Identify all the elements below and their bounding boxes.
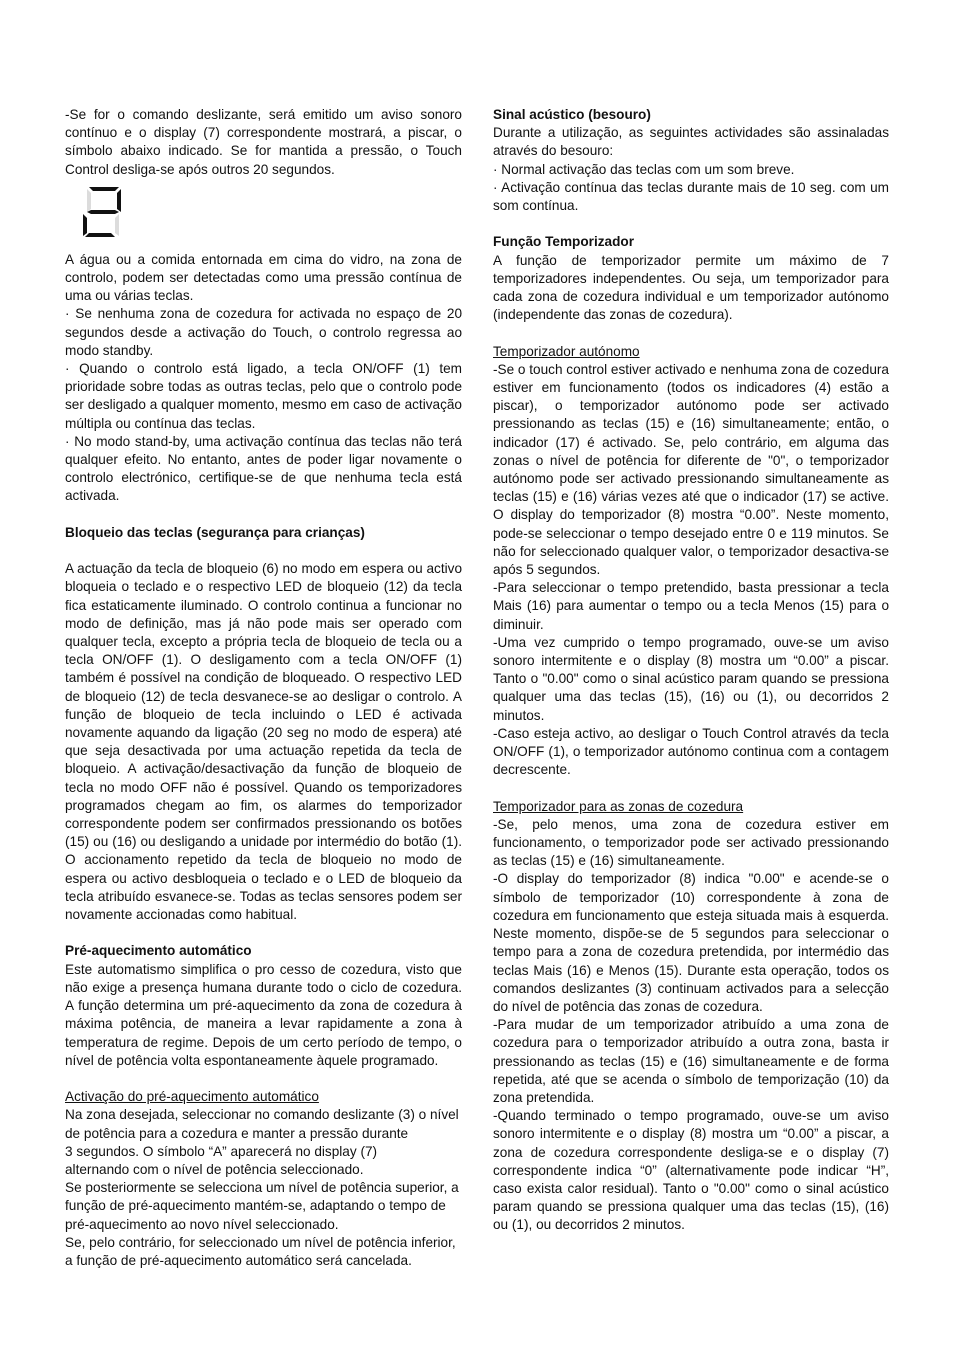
heading-buzzer: Sinal acústico (besouro) [493,107,651,122]
bullet-buzzer-short: · Normal activação das teclas com um som breve. [493,161,795,177]
right-column [493,106,889,1235]
paragraph-zone-4: -Quando terminado o tempo programado, ouve-se um aviso sonoro intermitente e o display (8) mostra um “0.00” a piscar, a zona de cozedura correspondente desliga-se e o display (7) correspondente indica “0” (alternativamente pode indicar “H”, caso exista calor residual). Tanto o "0.00" como o sinal acústico param quando se pressiona qualquer uma das teclas (15), (16) ou (1), ou decorridos 2 minutos. [493,1108,889,1233]
paragraph-spill-detection: A água ou a comida entornada em cima do vidro, na zona de controlo, podem ser detectadas como uma pressão contínua de uma ou várias teclas. [65,251,462,304]
preheat-line-9: a função de pré-aquecimento automático será cancelada. [65,1252,412,1268]
preheat-line-6: função de pré-aquecimento mantém-se, adaptando o tempo de [65,1198,446,1214]
paragraph-key-lock: A actuação da tecla de bloqueio (6) no modo em espera ou activo bloqueia o teclado e o respectivo LED de bloqueio (12) da tecla fica estaticamente iluminado. O controlo continua a funcionar no modo de definição, mas já não pode mais ser operado com qualquer tecla, excepto a própria tecla de bloqueio de tecla ou a tecla ON/OFF (1). O desligamento com a tecla ON/OFF (1) também é possível na condição de bloqueado. O respectivo LED de bloqueio (12) de tecla desvanece-se ao desligar o controlo. A função de bloqueio de tecla incluindo o LED é activada novamente aquando da ligação (20 seg no modo de espera) até que seja desactivada por uma actuação repetida da tecla de bloqueio. A activação/desactivação da função de bloqueio de tecla no modo OFF não é possível. Quando os temporizadores programados chegam ao fim, os alarmes do temporizador correspondente podem ser confirmados pressionando os botões (15) ou (16) ou desligando a unidade por intermédio do botão (1). O accionamento repetido da tecla de bloqueio no modo de espera ou activo desbloqueia o teclado e o LED de bloqueio da tecla atribuído esvanece-se. Todas as teclas sensores podem ser novamente accionadas como habitual. [65,561,462,923]
preheat-line-8: Se, pelo contrário, for seleccionado um nível de potência inferior, [65,1234,456,1250]
paragraph-autonomous-1: -Se o touch control estiver activado e nenhuma zona de cozedura estiver em funcionamento (todos os indicadores (4) estão a piscar), o temporizador autónomo pode ser activado pressionando as teclas (15) e (16) simultaneamente; então, o indicador (17) é activado. Se, pelo contrário, em alguma das zonas o nível de potência for diferente de "0", o temporizador autónomo pode ser activado pressionando simultaneamente as teclas (15) e (16) várias vezes até que o indicador (17) se active. O display do temporizador (8) mostra “0.00”. Neste momento, pode-se seleccionar o tempo desejado entre 0 e 119 minutos. Se não for seleccionado qualquer valor, o temporizador desactiva-se após 5 segundos. [493,361,889,578]
preheat-line-5: Se posteriormente se selecciona um nível de potência superior, a [65,1180,459,1196]
preheat-line-1: Na zona desejada, seleccionar no comando deslizante (3) o nível [65,1107,459,1123]
bullet-standby-no-effect: · No modo stand-by, uma activação contínua das teclas não terá qualquer efeito. No entanto, antes de poder ligar novamente o controlo electrónico, certifique-se de que nenhuma tecla está activada. [65,433,462,504]
bullet-buzzer-continuous: · Activação contínua das teclas durante mais de 10 seg. com um som contínua. [493,179,889,214]
seven-segment-symbol-icon [79,185,123,239]
bullet-standby-20s: · Se nenhuma zona de cozedura for activada no espaço de 20 segundos desde a activação do Touch, o controlo regressa ao modo standby. [65,306,462,358]
paragraph-timer-function: A função de temporizador permite um máximo de 7 temporizadores independentes. Ou seja, um temporizador para cada zona de cozedura individual e um temporizador autónomo (independente das zonas de cozedura). [493,252,889,323]
heading-preheat-activation: Activação do pré-aquecimento automático [65,1089,319,1105]
heading-auto-preheat: Pré-aquecimento automático [65,943,252,959]
preheat-line-2: de potência para a cozedura e manter a pressão durante [65,1125,409,1141]
preheat-line-7: pré-aquecimento ao novo nível seleccionado. [65,1216,339,1232]
paragraph-zone-2: -O display do temporizador (8) indica "0.00" e acende-se o símbolo de temporizador (10) correspondente à zona de cozedura em funcionamento que esteja situada mais à esquerda. Neste momento, dispõe-se de 5 segundos para seleccionar o tempo para a zona de cozedura pretendida, por intermédio das teclas Mais (16) e Menos (15). Durante esta operação, todos os comandos deslizantes (3) continuam activados para a selecção do nível de potência das zonas de cozedura. [493,871,889,1014]
heading-timer-function: Função Temporizador [493,234,634,250]
left-column [65,106,462,1270]
heading-key-lock: Bloqueio das teclas (segurança para crianças) [65,524,365,540]
paragraph-zone-3: -Para mudar de um temporizador atribuído a uma zona de cozedura para o temporizador atribuído a outra zona, basta ir pressionando as teclas (15) e (16) simultaneamente e de forma repetida, até que se acenda o símbolo de temporização (10) da zona pretendida. [493,1017,889,1105]
paragraph-buzzer: Durante a utilização, as seguintes actividades são assinaladas através do besouro: [493,125,889,159]
paragraph-continuous-press-warning: -Se for o comando deslizante, será emitido um aviso sonoro contínuo e o display (7) correspondente mostrará, a piscar, o símbolo abaixo indicado. Se for mantida a pressão, o Touch Control desliga-se após outros 20 segundos. [65,107,462,177]
bullet-onoff-priority: · Quando o controlo está ligado, a tecla ON/OFF (1) tem prioridade sobre todas as outras teclas, pelo que o controlo pode ser desligado a qualquer momento, mesmo em caso de activação múltipla ou contínua das teclas. [65,361,462,431]
paragraph-auto-preheat: Este automatismo simplifica o pro cesso de cozedura, visto que não exige a presença humana durante todo o ciclo de cozedura. A função determina um pré-aquecimento da zona de cozedura à máxima potência, de maneira a levar rapidamente a zona à temperatura de regime. Depois de um certo período de tempo, o nível de potência volta espontaneamente àquele programado. [65,961,462,1068]
paragraph-autonomous-3: -Uma vez cumprido o tempo programado, ouve-se um aviso sonoro intermitente e o display (8) mostra um “0.00” a piscar. Tanto o "0.00" como o sinal acústico param quando se pressiona qualquer uma das teclas (15), (16) ou (1), ou decorridos 2 minutos. [493,634,889,723]
heading-zone-timer: Temporizador para as zonas de cozedura [493,798,744,814]
paragraph-autonomous-2: -Para seleccionar o tempo pretendido, basta pressionar a tecla Mais (16) para aumentar o tempo ou a tecla Menos (15) para o diminuir. [493,580,889,632]
heading-autonomous-timer: Temporizador autónomo [493,343,640,359]
preheat-line-4: alternando com o nível de potência seleccionado. [65,1161,364,1177]
paragraph-autonomous-4: -Caso esteja activo, ao desligar o Touch Control através da tecla ON/OFF (1), o temporizador autónomo continua com a contagem decrescente. [493,725,889,778]
preheat-line-3: 3 segundos. O símbolo “A” aparecerá no display (7) [65,1143,378,1159]
paragraph-zone-1: -Se, pelo menos, uma zona de cozedura estiver em funcionamento, o temporizador pode ser activado pressionando as teclas (15) e (16) simultaneamente. [493,816,889,869]
